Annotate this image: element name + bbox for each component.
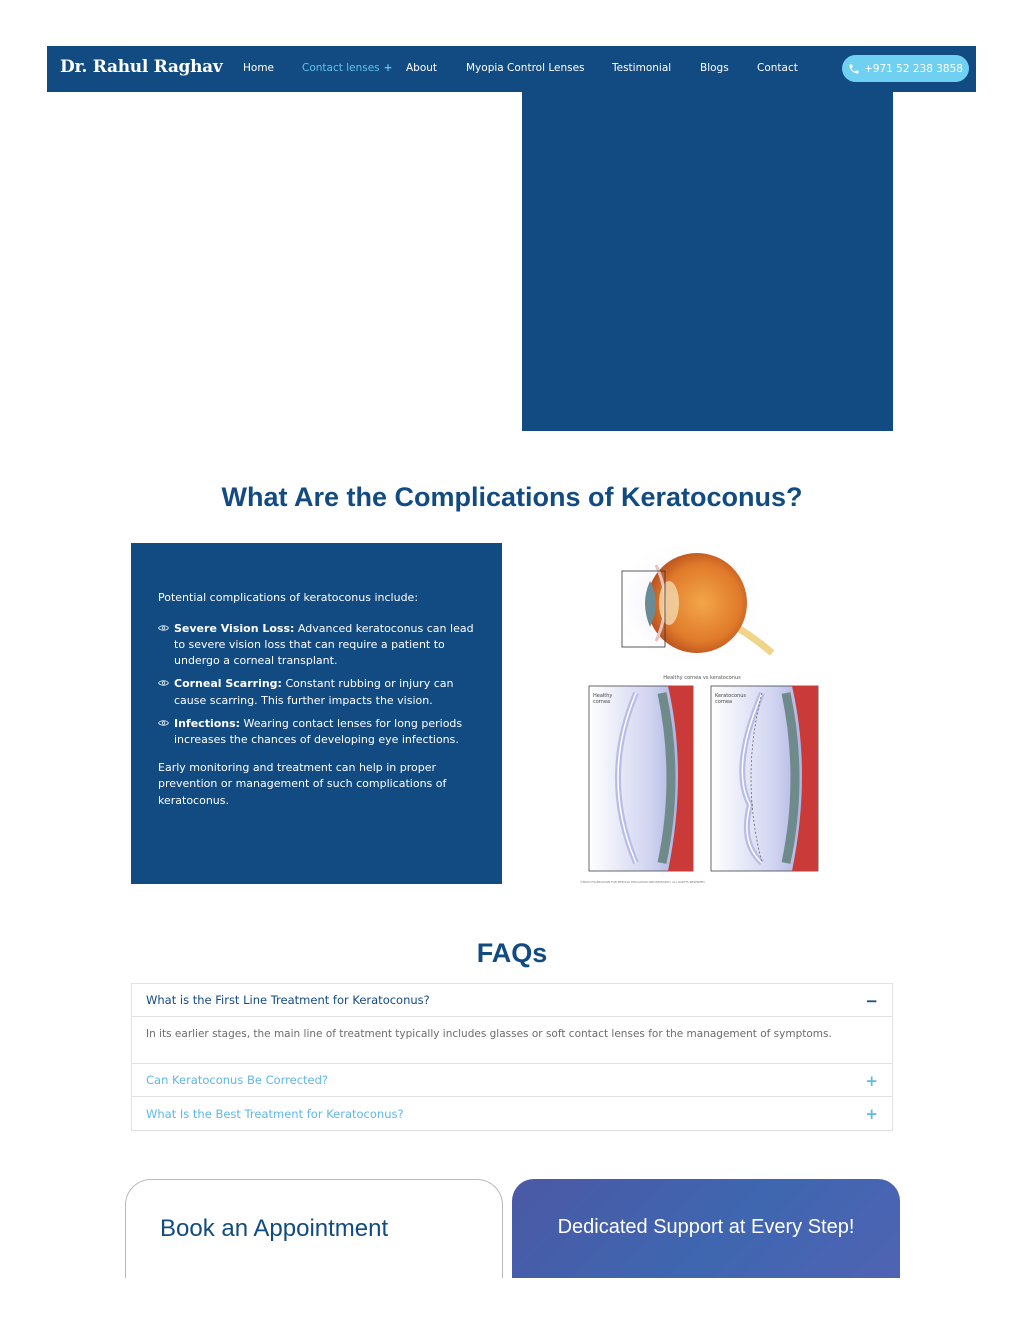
faq-question-1[interactable] xyxy=(132,984,892,1017)
plus-icon[interactable]: + xyxy=(865,1072,878,1090)
book-appointment-card xyxy=(125,1179,503,1289)
nav-contact[interactable]: Contact xyxy=(757,62,798,74)
item-text: Constant rubbing or injury can cause scarring. This further impacts the vision. xyxy=(174,677,454,707)
label-keratoconus-cornea: cornea xyxy=(715,699,733,705)
phone-button[interactable] xyxy=(842,55,969,82)
plus-icon[interactable]: + xyxy=(865,1105,878,1123)
plus-icon: + xyxy=(383,62,393,74)
item-text: Advanced keratoconus can lead to severe vision loss that can require a patient to undergo a corneal transplant. xyxy=(174,621,474,668)
keratoconus-illustration xyxy=(580,543,822,887)
label-healthy: Healthy xyxy=(593,693,613,699)
page-bottom-margin xyxy=(0,1278,1024,1325)
list-item xyxy=(158,716,475,749)
complications-card xyxy=(131,543,502,884)
support-title: Dedicated Support at Every Step! xyxy=(557,1216,855,1238)
hero-image-block xyxy=(522,92,893,431)
list-item xyxy=(158,676,475,709)
complications-intro: Potential complications of keratoconus include: xyxy=(158,591,419,604)
nav-contact-lenses-label: Contact lenses xyxy=(302,62,380,74)
figure-credit: ©MAYO FOUNDATION FOR MEDICAL EDUCATION AND RESEARCH. ALL RIGHTS RESERVED. xyxy=(580,880,706,884)
faq-accordion xyxy=(131,983,893,1131)
label-keratoconus: Keratoconus xyxy=(715,693,746,699)
label-healthy-cornea: cornea xyxy=(593,699,611,705)
support-card xyxy=(512,1179,900,1278)
complications-list xyxy=(158,621,475,749)
eye-icon xyxy=(158,679,169,687)
faq-question-text: What is the First Line Treatment for Keratoconus? xyxy=(146,993,430,1007)
item-term: Severe Vision Loss: xyxy=(174,621,295,635)
brand-logo[interactable]: Dr. Rahul Raghav xyxy=(60,57,223,77)
nav-contact-lenses[interactable] xyxy=(302,62,392,74)
faq-question-text: Can Keratoconus Be Corrected? xyxy=(146,1073,329,1087)
faq-question-text: What Is the Best Treatment for Keratoconus? xyxy=(146,1106,404,1121)
item-text: Wearing contact lenses for long periods increases the chances of developing eye infections. xyxy=(174,716,463,747)
minus-icon[interactable]: − xyxy=(865,992,878,1010)
eye-icon xyxy=(158,624,169,632)
phone-number: +971 52 238 3858 xyxy=(864,62,963,75)
nav-about[interactable]: About xyxy=(406,62,438,74)
nav-testimonial[interactable]: Testimonial xyxy=(612,62,672,74)
nav-blogs[interactable]: Blogs xyxy=(700,62,729,74)
book-appointment-title: Book an Appointment xyxy=(160,1215,389,1242)
complications-title: What Are the Complications of Keratoconus? xyxy=(221,482,803,512)
item-term: Corneal Scarring: xyxy=(174,677,282,691)
phone-icon xyxy=(848,63,860,75)
faq-question-3[interactable] xyxy=(132,1097,892,1130)
complications-outro: Early monitoring and treatment can help in proper prevention or management of such complications of keratoconus. xyxy=(158,760,447,807)
faq-answer-1: In its earlier stages, the main line of treatment typically includes glasses or soft contact lenses for the management of symptoms. xyxy=(132,1017,892,1064)
faq-title: FAQs xyxy=(476,938,548,968)
nav-home[interactable]: Home xyxy=(243,62,275,74)
list-item xyxy=(158,621,475,670)
faq-question-2[interactable] xyxy=(132,1064,892,1097)
item-term: Infections: xyxy=(174,716,241,730)
figure-caption: Healthy cornea vs keratoconus xyxy=(663,675,741,681)
eye-icon xyxy=(158,719,169,727)
top-navbar xyxy=(47,46,976,92)
nav-myopia-control-lenses[interactable]: Myopia Control Lenses xyxy=(466,62,585,74)
